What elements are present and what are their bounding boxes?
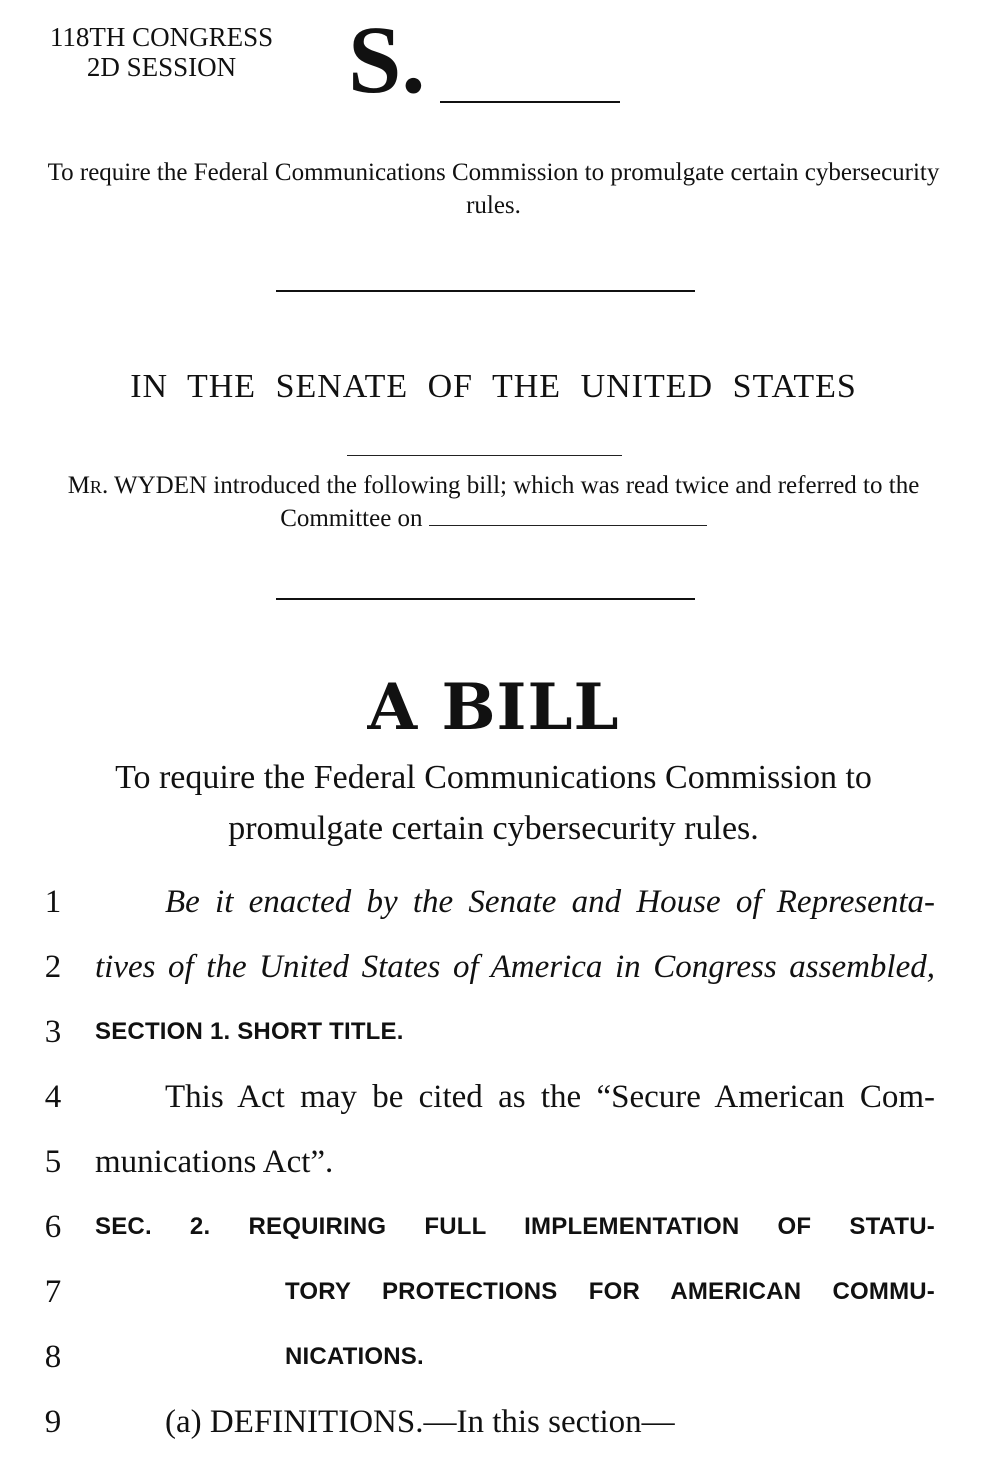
- line-number: 4: [44, 1079, 62, 1115]
- bill-line: [0, 1266, 987, 1318]
- bill-line: [0, 1136, 987, 1188]
- body-text-line: This Act may be cited as the “Secure American Com-: [165, 1079, 935, 1115]
- line-number: 9: [44, 1404, 62, 1440]
- sponsor-name: Mr. WYDEN: [67, 472, 208, 499]
- bill-line: [0, 1006, 987, 1058]
- section-heading: SECTION 1. SHORT TITLE.: [95, 1018, 404, 1045]
- section-heading: TORY PROTECTIONS FOR AMERICAN COMMU-: [285, 1278, 935, 1305]
- line-number: 7: [44, 1274, 62, 1310]
- bill-line: [0, 1071, 987, 1123]
- line-number: 2: [44, 949, 62, 985]
- introduction-text: introduced the following bill; which was read twice and referred to the Committee on: [213, 472, 920, 532]
- bill-title: A BILL: [367, 670, 620, 745]
- bill-line: [0, 941, 987, 993]
- long-title: To require the Federal Communications Commission to promulgate certain cybersecurity rules.: [115, 759, 872, 847]
- line-number: 3: [44, 1014, 62, 1050]
- divider-short-rule: [347, 455, 622, 456]
- introduction-statement: [40, 469, 947, 535]
- line-number: 5: [44, 1144, 62, 1180]
- section-heading: NICATIONS.: [285, 1343, 424, 1370]
- enacting-clause-line: tives of the United States of America in Congress assembled,: [95, 949, 935, 985]
- session-label: 2D SESSION: [86, 52, 237, 82]
- bill-number-blank: [440, 101, 620, 103]
- subsection-text: —In this section—: [423, 1404, 675, 1440]
- body-text-line: munications Act”.: [95, 1144, 334, 1180]
- committee-blank: [429, 507, 707, 526]
- bill-line: [0, 1331, 987, 1383]
- bill-number-prefix: S.: [348, 6, 426, 113]
- bill-line: [0, 876, 987, 928]
- chamber-heading: IN THE SENATE OF THE UNITED STATES: [130, 368, 857, 405]
- congress-label: 118TH CONGRESS: [49, 22, 274, 52]
- bill-line: [0, 1396, 987, 1448]
- enacting-clause-line: Be it enacted by the Senate and House of Representa-: [165, 884, 935, 920]
- section-heading: SEC. 2. REQUIRING FULL IMPLEMENTATION OF STATU-: [95, 1213, 935, 1240]
- line-number: 1: [44, 884, 62, 920]
- purpose-summary: To require the Federal Communications Commission to promulgate certain cybersecurity rules.: [47, 159, 940, 219]
- subsection-marker: (a): [165, 1404, 202, 1440]
- line-number: 8: [44, 1339, 62, 1375]
- line-number: 6: [44, 1209, 62, 1245]
- divider-rule: [276, 598, 695, 600]
- bill-line: [0, 1201, 987, 1253]
- congress-session-block: [34, 22, 289, 82]
- subsection-line: [165, 1396, 935, 1448]
- divider-rule: [276, 290, 695, 292]
- subsection-label: DEFINITIONS.: [209, 1404, 424, 1440]
